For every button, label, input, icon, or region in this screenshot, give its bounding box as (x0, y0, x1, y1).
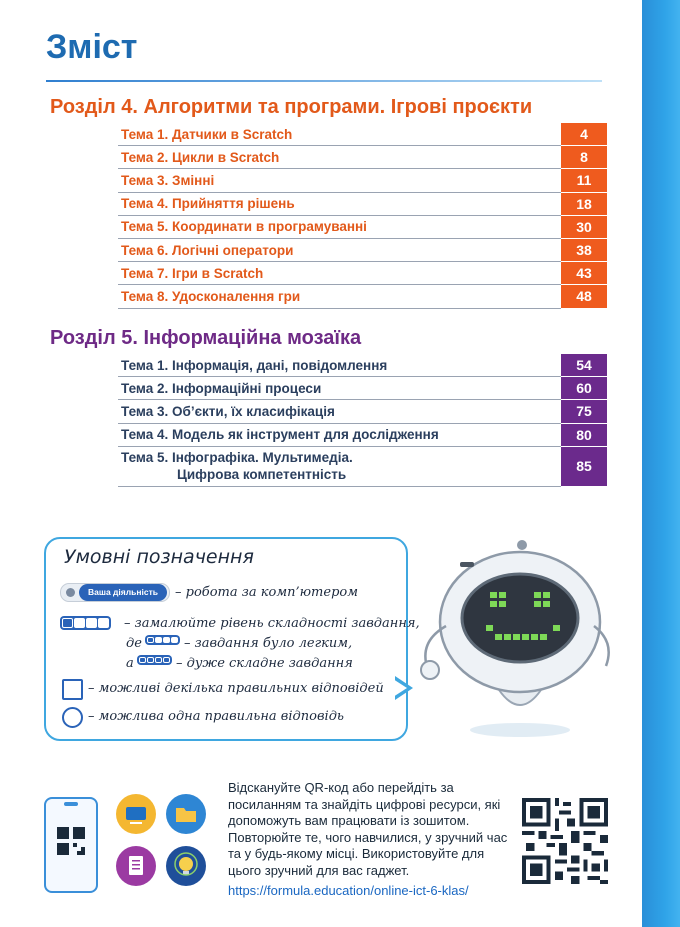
topic-title-line-1: Тема 5. Інфографіка. Мультимедіа. (121, 450, 353, 466)
robot-illustration (410, 530, 620, 740)
topic-page-number: 85 (561, 447, 607, 487)
level-segment (163, 657, 170, 663)
toc-row[interactable] (118, 146, 607, 169)
footer-instructions: Відскануйте QR-код або перейдіть за посиланням та знайдіть цифрові ресурси, які допоможуть вам працювати із зошитом. Повторюйте те, чого навчилися, у зручний час та у будь-якому місці. Використовуйте для цього зручний для вас гаджет. (228, 780, 508, 878)
topic-title[interactable]: Тема 8. Удосконалення гри (118, 285, 561, 308)
toc-row[interactable] (118, 193, 607, 216)
level-segment (147, 657, 154, 663)
document-icon (116, 846, 156, 886)
section-5-number: Розділ 5 (50, 327, 133, 349)
topic-title[interactable]: Тема 1. Інформація, дані, повідомлення (118, 354, 561, 377)
page-title: Зміст (46, 28, 138, 66)
topic-page-number: 48 (561, 285, 607, 308)
level-segment (147, 637, 154, 643)
topic-title[interactable]: Тема 3. Змінні (118, 169, 561, 192)
phone-notch (64, 802, 78, 806)
section-4-heading (50, 96, 532, 119)
topic-title-line-2: Цифрова компетентність (177, 467, 347, 483)
level-segment (171, 637, 178, 643)
multi-answer-description: – можливі декілька правильних відповідей (88, 681, 384, 696)
level-segment (74, 618, 85, 628)
qr-code (522, 798, 608, 884)
hard-description: – дуже складне завдання (176, 656, 353, 671)
section-4-topic-list (118, 123, 607, 309)
difficulty-description: – замалюйте рівень складності завдання, (124, 616, 420, 631)
topic-title[interactable]: Тема 2. Цикли в Scratch (118, 146, 561, 169)
easy-level-icon (145, 635, 180, 645)
side-color-strip (642, 0, 680, 927)
legend-title: Умовні позначення (64, 546, 254, 568)
hard-prefix: а (126, 656, 134, 671)
activity-description: – робота за комп’ютером (175, 585, 358, 600)
level-segment (155, 657, 162, 663)
activity-badge (60, 583, 170, 602)
level-segment (62, 618, 73, 628)
toc-row[interactable] (118, 400, 607, 423)
topic-page-number: 43 (561, 262, 607, 285)
level-segment (155, 637, 162, 643)
level-segment (98, 618, 109, 628)
checkbox-icon (62, 679, 83, 700)
mini-qr-icon (57, 827, 85, 855)
topic-title[interactable]: Тема 5. Координати в програмуванні (118, 216, 561, 239)
section-5-heading (50, 327, 361, 350)
topic-page-number: 38 (561, 239, 607, 262)
topic-page-number: 75 (561, 400, 607, 423)
toc-row[interactable] (118, 239, 607, 262)
toc-row[interactable] (118, 354, 607, 377)
topic-page-number: 60 (561, 377, 607, 400)
topic-title[interactable] (118, 447, 561, 487)
toc-row[interactable] (118, 377, 607, 400)
toc-row[interactable] (118, 262, 607, 285)
level-segment (86, 618, 97, 628)
title-underline (46, 80, 602, 82)
difficulty-level-icon (60, 616, 111, 630)
toc-row[interactable] (118, 424, 607, 447)
phone-icon (44, 797, 98, 893)
hard-level-icon (137, 655, 172, 665)
resources-link[interactable]: https://formula.education/online-ict-6-klas/ (228, 883, 469, 898)
section-4-title: Алгоритми та програми. Ігрові проєкти (137, 96, 533, 118)
topic-title[interactable]: Тема 2. Інформаційні процеси (118, 377, 561, 400)
topic-page-number: 80 (561, 424, 607, 447)
single-answer-description: – можлива одна правильна відповідь (88, 709, 345, 724)
level-segment (163, 637, 170, 643)
topic-title[interactable]: Тема 6. Логічні оператори (118, 239, 561, 262)
topic-page-number: 4 (561, 123, 607, 146)
toc-row[interactable] (118, 216, 607, 239)
toc-row[interactable] (118, 123, 607, 146)
toc-row[interactable] (118, 169, 607, 192)
topic-page-number: 11 (561, 169, 607, 192)
topic-title[interactable]: Тема 1. Датчики в Scratch (118, 123, 561, 146)
topic-title[interactable]: Тема 4. Модель як інструмент для дослідження (118, 424, 561, 447)
topic-page-number: 30 (561, 216, 607, 239)
section-5-topic-list (118, 354, 607, 487)
radio-icon (62, 707, 83, 728)
topic-title[interactable]: Тема 7. Ігри в Scratch (118, 262, 561, 285)
toc-row[interactable] (118, 285, 607, 308)
topic-page-number: 54 (561, 354, 607, 377)
idea-bulb-icon (166, 846, 206, 886)
gear-icon (66, 588, 75, 597)
section-5-title: . Інформаційна мозаїка (132, 327, 362, 349)
section-4-number: Розділ 4. (50, 96, 138, 118)
easy-description: – завдання було легким, (184, 636, 353, 651)
activity-badge-label: Ваша діяльність (79, 584, 167, 601)
toc-row[interactable] (118, 447, 607, 487)
topic-page-number: 18 (561, 193, 607, 216)
topic-page-number: 8 (561, 146, 607, 169)
level-segment (139, 657, 146, 663)
topic-title[interactable]: Тема 3. Об’єкти, їх класифікація (118, 400, 561, 423)
topic-title[interactable]: Тема 4. Прийняття рішень (118, 193, 561, 216)
legend-speech-tail-inner (393, 679, 407, 697)
folder-icon (166, 794, 206, 834)
easy-prefix: де (126, 636, 142, 651)
video-lesson-icon (116, 794, 156, 834)
